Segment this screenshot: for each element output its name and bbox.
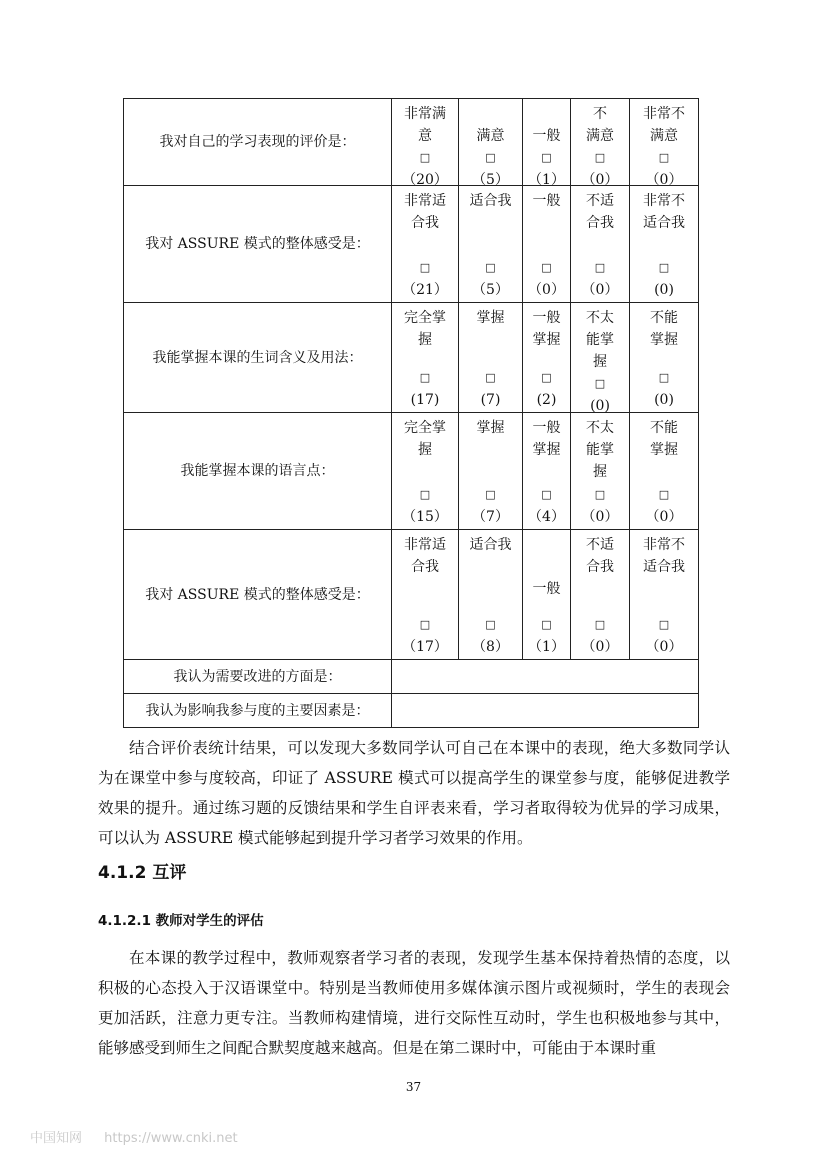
option-label: 一般 (532, 580, 561, 597)
option-cell (392, 530, 459, 660)
checkbox-icon[interactable]: □ (419, 617, 431, 631)
option-count: （0） (581, 281, 619, 298)
option-cell (523, 303, 571, 413)
checkbox-icon[interactable]: □ (485, 487, 496, 501)
option-label: 一般 (532, 192, 561, 209)
checkbox-icon[interactable]: □ (541, 260, 552, 274)
checkbox-icon[interactable]: □ (541, 487, 552, 501)
checkbox-icon[interactable]: □ (541, 617, 552, 631)
option-label: 不能 掌握 (650, 309, 678, 348)
option-cell (630, 99, 699, 186)
option-count: (2) (536, 391, 557, 408)
page-number: 37 (405, 1080, 422, 1094)
option-label: 一般 掌握 (532, 309, 561, 348)
option-cell (571, 413, 630, 530)
option-count: （0） (645, 171, 683, 188)
option-label: 不太 能掌 握 (586, 309, 614, 370)
option-label: 不适 合我 (586, 536, 614, 575)
checkbox-icon[interactable]: □ (419, 370, 431, 384)
open-question-answer[interactable] (392, 694, 699, 728)
question-cell: 我能掌握本课的语言点： (124, 413, 392, 530)
option-count: （21） (402, 281, 448, 298)
table-row (124, 186, 699, 303)
question-cell: 我能掌握本课的生词含义及用法： (124, 303, 392, 413)
option-cell (571, 530, 630, 660)
open-question-row (124, 694, 699, 728)
watermark-url: https://www.cnki.net (104, 1131, 238, 1146)
option-cell (571, 303, 630, 413)
option-label: 一般 掌握 (532, 419, 561, 458)
option-count: （0） (645, 638, 683, 655)
option-count: （0） (581, 171, 619, 188)
checkbox-icon[interactable]: □ (594, 150, 606, 164)
checkbox-icon[interactable]: □ (658, 617, 670, 631)
checkbox-icon[interactable]: □ (419, 487, 431, 501)
option-cell (630, 303, 699, 413)
checkbox-icon[interactable]: □ (658, 150, 670, 164)
table-row (124, 413, 699, 530)
checkbox-icon[interactable]: □ (541, 370, 552, 384)
option-count: (17) (410, 391, 440, 408)
question-cell: 我对 ASSURE 模式的整体感受是： (124, 530, 392, 660)
question-cell: 我对 ASSURE 模式的整体感受是： (124, 186, 392, 303)
checkbox-icon[interactable]: □ (485, 260, 496, 274)
checkbox-icon[interactable]: □ (419, 260, 431, 274)
option-count: （0） (581, 508, 619, 525)
option-label: 非常不 适合我 (643, 536, 685, 575)
checkbox-icon[interactable]: □ (594, 487, 606, 501)
open-question-answer[interactable] (392, 660, 699, 694)
option-cell (630, 186, 699, 303)
subsection-heading-teacher-evaluation: 4.1.2.1 教师对学生的评估 (98, 913, 264, 929)
option-label: 不适 合我 (586, 192, 614, 231)
option-count: （1） (528, 638, 565, 655)
checkbox-icon[interactable]: □ (541, 150, 552, 164)
checkbox-icon[interactable]: □ (594, 617, 606, 631)
option-cell (523, 530, 571, 660)
option-label: 适合我 (469, 536, 512, 553)
option-cell (459, 413, 523, 530)
option-cell (571, 99, 630, 186)
checkbox-icon[interactable]: □ (594, 260, 606, 274)
option-label: 非常不 适合我 (643, 192, 685, 231)
evaluation-table (123, 98, 699, 728)
option-count: （0） (581, 638, 619, 655)
table-row (124, 303, 699, 413)
option-count: （8） (472, 638, 509, 655)
option-cell (523, 186, 571, 303)
checkbox-icon[interactable]: □ (658, 487, 670, 501)
option-cell (392, 99, 459, 186)
option-label: 满意 (476, 127, 505, 144)
open-question-label: 我认为影响我参与度的主要因素是： (124, 694, 392, 728)
option-cell (630, 530, 699, 660)
option-count: （15） (402, 508, 448, 525)
option-count: （20） (402, 171, 448, 188)
option-label: 不 满意 (586, 105, 614, 144)
checkbox-icon[interactable]: □ (658, 370, 670, 384)
option-cell (392, 303, 459, 413)
table-row (124, 530, 699, 660)
checkbox-icon[interactable]: □ (658, 260, 670, 274)
option-cell (523, 413, 571, 530)
watermark (30, 1127, 256, 1146)
checkbox-icon[interactable]: □ (485, 617, 496, 631)
option-cell (459, 99, 523, 186)
option-label: 非常适 合我 (404, 536, 446, 575)
option-label: 不太 能掌 握 (586, 419, 614, 480)
option-count: (0) (654, 281, 674, 298)
option-count: （4） (528, 508, 565, 525)
summary-paragraph: 结合评价表统计结果，可以发现大多数同学认可自己在本课中的表现，绝大多数同学认为在课堂中参与度较高，印证了 ASSURE 模式可以提高学生的课堂参与度，能够促进教学效果的提升。通过练习题的反馈结果和学生自评表来看，学习者取得较为优异的学习成果，可以认为 ASSURE 模式能够起到提升学习者学习效果的作用。 (98, 739, 730, 847)
checkbox-icon[interactable]: □ (419, 150, 431, 164)
option-cell (459, 186, 523, 303)
question-cell: 我对自己的学习表现的评价是： (124, 99, 392, 186)
option-count: （7） (472, 508, 509, 525)
option-cell (459, 303, 523, 413)
checkbox-icon[interactable]: □ (485, 150, 496, 164)
option-label: 掌握 (476, 309, 505, 326)
option-count: （5） (472, 171, 509, 188)
option-cell (571, 186, 630, 303)
option-cell (392, 413, 459, 530)
option-cell (630, 413, 699, 530)
checkbox-icon[interactable]: □ (485, 370, 496, 384)
option-label: 适合我 (469, 192, 512, 209)
section-heading-mutual-evaluation: 4.1.2 互评 (98, 863, 187, 883)
option-label: 非常适 合我 (404, 192, 446, 231)
open-question-label: 我认为需要改进的方面是： (124, 660, 392, 694)
option-count: （0） (528, 281, 565, 298)
option-label: 一般 (532, 127, 561, 144)
option-label: 完全掌 握 (404, 419, 446, 458)
option-count: （17） (402, 638, 448, 655)
option-label: 掌握 (476, 419, 505, 436)
option-count: （0） (645, 508, 683, 525)
option-label: 完全掌 握 (404, 309, 446, 348)
option-label: 不能 掌握 (650, 419, 678, 458)
checkbox-icon[interactable]: □ (594, 376, 606, 390)
option-count: (0) (590, 397, 610, 414)
option-count: (0) (654, 391, 674, 408)
option-cell (392, 186, 459, 303)
teacher-evaluation-paragraph: 在本课的教学过程中，教师观察者学习者的表现，发现学生基本保持着热情的态度，以积极的心态投入于汉语课堂中。特别是当教师使用多媒体演示图片或视频时，学生的表现会更加活跃，注意力更专注。当教师构建情境，进行交际性互动时，学生也积极地参与其中，能够感受到师生之间配合默契度越来越高。但是在第二课时中，可能由于本课时重 (98, 949, 730, 1057)
option-count: （5） (472, 281, 509, 298)
option-count: （1） (528, 171, 565, 188)
option-label: 非常满 意 (404, 105, 446, 144)
option-count: (7) (480, 391, 501, 408)
open-question-row (124, 660, 699, 694)
table-row (124, 99, 699, 186)
watermark-name: 中国知网 (30, 1131, 83, 1146)
option-cell (523, 99, 571, 186)
option-cell (459, 530, 523, 660)
option-label: 非常不 满意 (643, 105, 685, 144)
